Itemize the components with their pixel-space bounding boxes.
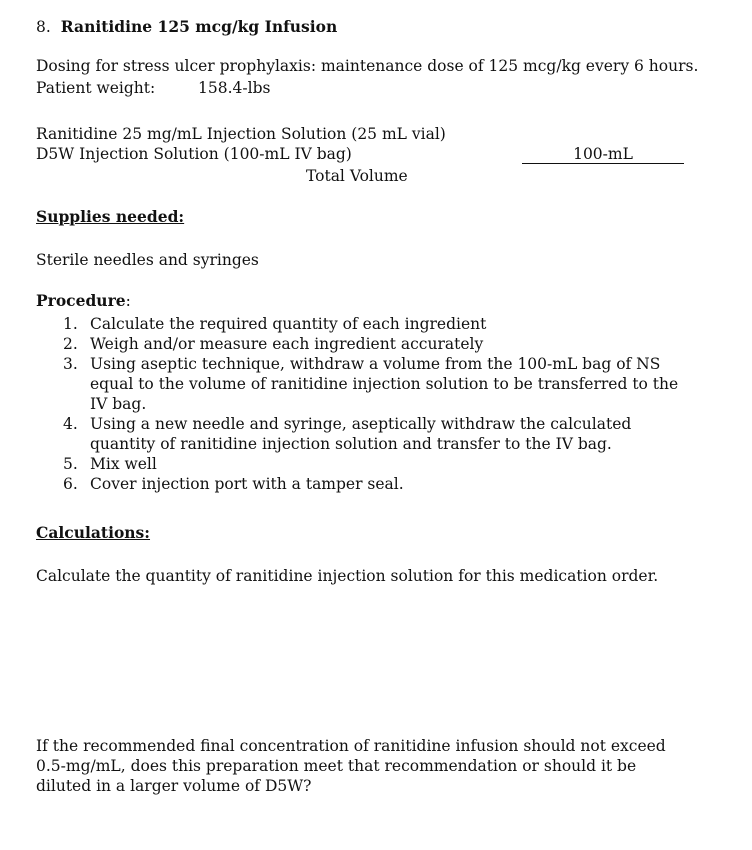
step-text: Calculate the required quantity of each ingredient	[90, 315, 487, 333]
step-number: 3.	[63, 355, 78, 373]
procedure-step	[36, 414, 696, 454]
problem-number: 8.	[36, 18, 51, 36]
procedure-steps	[36, 314, 696, 494]
dosing-text: Dosing for stress ulcer prophylaxis: maintenance dose of 125 mcg/kg every 6 hours.	[36, 57, 699, 75]
procedure-step	[36, 334, 696, 354]
step-text: Using a new needle and syringe, aseptically withdraw the calculated quantity of ranitidine injection solution and transfer to the IV bag.	[90, 415, 632, 453]
patient-weight-label: Patient weight:	[36, 79, 156, 97]
supplies-heading: Supplies needed:	[36, 207, 185, 226]
supplies-item: Sterile needles and syringes	[36, 251, 259, 269]
procedure-step	[36, 314, 696, 334]
step-number: 2.	[63, 335, 78, 353]
step-number: 4.	[63, 415, 78, 433]
calculation-question: Calculate the quantity of ranitidine injection solution for this medication order.	[36, 567, 659, 585]
step-text: Cover injection port with a tamper seal.	[90, 475, 404, 493]
step-number: 1.	[63, 315, 78, 333]
procedure-heading	[36, 291, 131, 311]
problem-title-text: Ranitidine 125 mcg/kg Infusion	[60, 17, 338, 36]
calculations-heading: Calculations:	[36, 523, 151, 542]
procedure-heading-text: Procedure	[36, 291, 126, 310]
procedure-step	[36, 474, 696, 494]
step-number: 5.	[63, 455, 78, 473]
step-text: Weigh and/or measure each ingredient accurately	[90, 335, 484, 353]
step-text: Using aseptic technique, withdraw a volume from the 100-mL bag of NS equal to the volume of ranitidine injection solution to be transferred to the IV bag.	[90, 355, 679, 413]
patient-weight-value: 158.4-lbs	[198, 79, 271, 97]
ingredient-ranitidine: Ranitidine 25 mg/mL Injection Solution (25 mL vial)	[36, 125, 446, 143]
procedure-step	[36, 354, 696, 414]
problem-title	[36, 17, 337, 37]
procedure-heading-colon: :	[125, 292, 131, 310]
ingredient-d5w: D5W Injection Solution (100-mL IV bag)	[36, 145, 352, 163]
total-volume-label: Total Volume	[306, 167, 408, 185]
procedure-step	[36, 454, 696, 474]
d5w-quantity-blank: 100-mL	[522, 144, 684, 164]
step-number: 6.	[63, 475, 78, 493]
step-text: Mix well	[90, 455, 157, 473]
concentration-question: If the recommended final concentration of ranitidine infusion should not exceed 0.5-mg/mL, does this preparation meet that recommendation or should it be diluted in a larger volume of D5W?	[36, 737, 666, 795]
